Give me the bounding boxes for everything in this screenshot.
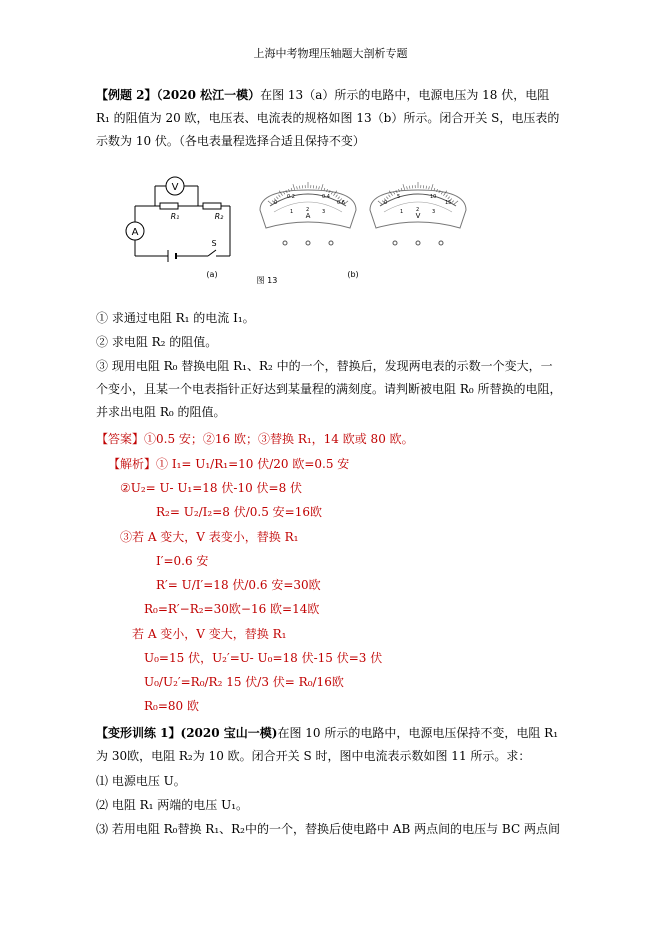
voltmeter-unit: V — [415, 212, 421, 220]
dial-tick — [426, 186, 427, 189]
dial-tick — [293, 184, 295, 190]
answer — [96, 428, 564, 451]
analysis-line: R′= U/I′=18 伏/0.6 安=30欧 — [156, 578, 321, 592]
analysis-line: ③若 A 变大，V 表变小，替换 R₁ — [120, 530, 299, 544]
voltmeter-tick-label: 1 — [400, 209, 404, 215]
dial-tick — [321, 184, 323, 190]
question-3: ③ 现用电阻 R₀ 替换电阻 R₁、R₂ 中的一个，替换后，发现两电表的示数一个变大，一个变小，且某一个电表指针正好达到某量程的满刻度。请判断被电阻 R₀ 所替换的电阻，并求出电阻 R₀ 的阻值。 — [96, 359, 562, 419]
analysis-text: ① I₁= U₁/R₁=10 伏/20 欧=0.5 安 — [156, 457, 350, 471]
dial-tick — [316, 186, 317, 189]
dial-tick — [403, 184, 405, 190]
dial-tick — [409, 186, 410, 189]
dial-tick — [429, 186, 430, 189]
voltmeter-tick-label: 15 — [445, 200, 452, 206]
ammeter-tick-label: 0.6 — [337, 200, 345, 206]
voltmeter-tick-label: 0 — [384, 200, 388, 206]
r1-label: R₁ — [170, 212, 180, 221]
figure-label-a: (a) — [206, 270, 218, 279]
ammeter-label: A — [131, 227, 139, 238]
voltmeter-tick-label: 10 — [430, 194, 437, 200]
ammeter-dial — [260, 182, 356, 245]
training-source: (2020 宝山一模) — [180, 726, 278, 740]
question-2: ② 求电阻 R₂ 的阻值。 — [96, 335, 218, 349]
ammeter-tick-label: 0.4 — [322, 194, 330, 200]
figure-13 — [120, 168, 520, 286]
figure-caption: 图 13 — [256, 276, 278, 285]
answer-tag: 【答案】 — [96, 432, 145, 446]
voltmeter-tick-label: 2 — [416, 207, 420, 213]
ammeter-tick-label: 0 — [274, 200, 278, 206]
voltmeter-tick-label: 3 — [432, 209, 436, 215]
analysis-line: 若 A 变小，V 变大，替换 R₁ — [132, 627, 287, 641]
analysis-line: U₀=15 伏，U₂′=U- U₀=18 伏-15 伏=3 伏 — [144, 651, 383, 665]
dial-tick — [319, 186, 320, 189]
example-source: （2020 松江一模） — [156, 88, 261, 102]
analysis-line: R₀=80 欧 — [144, 699, 199, 713]
dial-tick — [407, 186, 408, 189]
dial-tick — [431, 184, 433, 190]
example-tag: 【例题 2】 — [96, 88, 157, 102]
ammeter-tick-label: 3 — [322, 209, 326, 215]
resistor-r2 — [203, 203, 221, 209]
training-question-2: ⑵ 电阻 R₁ 两端的电压 U₁。 — [96, 798, 249, 812]
analysis-line: R₀=R′−R₂=30欧−16 欧=14欧 — [144, 602, 320, 616]
voltmeter-label: V — [171, 182, 179, 193]
training-question-3: ⑶ 若用电阻 R₀替换 R₁、R₂中的一个，替换后使电路中 AB 两点间的电压与 BC 两点间 — [96, 822, 560, 836]
figure-label-b: (b) — [347, 270, 359, 279]
analysis-line: ②U₂= U- U₁=18 伏-10 伏=8 伏 — [120, 481, 303, 495]
analysis-line — [108, 455, 349, 473]
dial-tick — [297, 186, 298, 189]
switch-symbol — [208, 250, 216, 256]
analysis-line: U₀/U₂′=R₀/R₂ 15 伏/3 伏= R₀/16欧 — [144, 675, 344, 689]
example-text: 在图 13（a）所示的电路中，电源电压为 18 伏，电阻 R₁ 的阻值为 20 欧，电压表、电流表的规格如图 13（b）所示。闭合开关 S，电压表的示数为 10 伏。（各电表量程选择合适且保持不变） — [96, 88, 560, 148]
example-problem — [96, 84, 564, 153]
voltmeter-tick-label: 5 — [397, 194, 401, 200]
dial-tick — [299, 186, 300, 189]
question-1: ① 求通过电阻 R₁ 的电流 I₁。 — [96, 311, 255, 325]
training-tag: 【变形训练 1】 — [96, 726, 181, 740]
r2-label: R₂ — [214, 212, 224, 221]
training-text: 在图 10 所示的电路中，电源电压保持不变，电阻 R₁ 为 30欧，电阻 R₂为 10 欧。闭合开关 S 时，图中电流表示数如图 11 所示。求： — [96, 726, 559, 763]
switch-label: S — [211, 239, 217, 248]
ammeter-tick-label: 0.2 — [287, 194, 295, 200]
analysis-tag: 【解析】 — [108, 457, 157, 471]
ammeter-unit: A — [305, 212, 311, 220]
analysis-line: R₂= U₂/I₂=8 伏/0.5 安=16欧 — [156, 505, 323, 519]
training-question-1: ⑴ 电源电压 U。 — [96, 774, 186, 788]
voltmeter-dial — [370, 182, 466, 245]
resistor-r1 — [160, 203, 178, 209]
page-header: 上海中考物理压轴题大剖析专题 — [253, 47, 408, 60]
ammeter-tick-label: 2 — [306, 207, 310, 213]
ammeter-tick-label: 1 — [290, 209, 294, 215]
training-problem — [96, 722, 564, 768]
analysis-line: I′=0.6 安 — [156, 554, 209, 568]
answer-text: ①0.5 安；②16 欧；③替换 R₁，14 欧或 80 欧。 — [144, 432, 414, 446]
